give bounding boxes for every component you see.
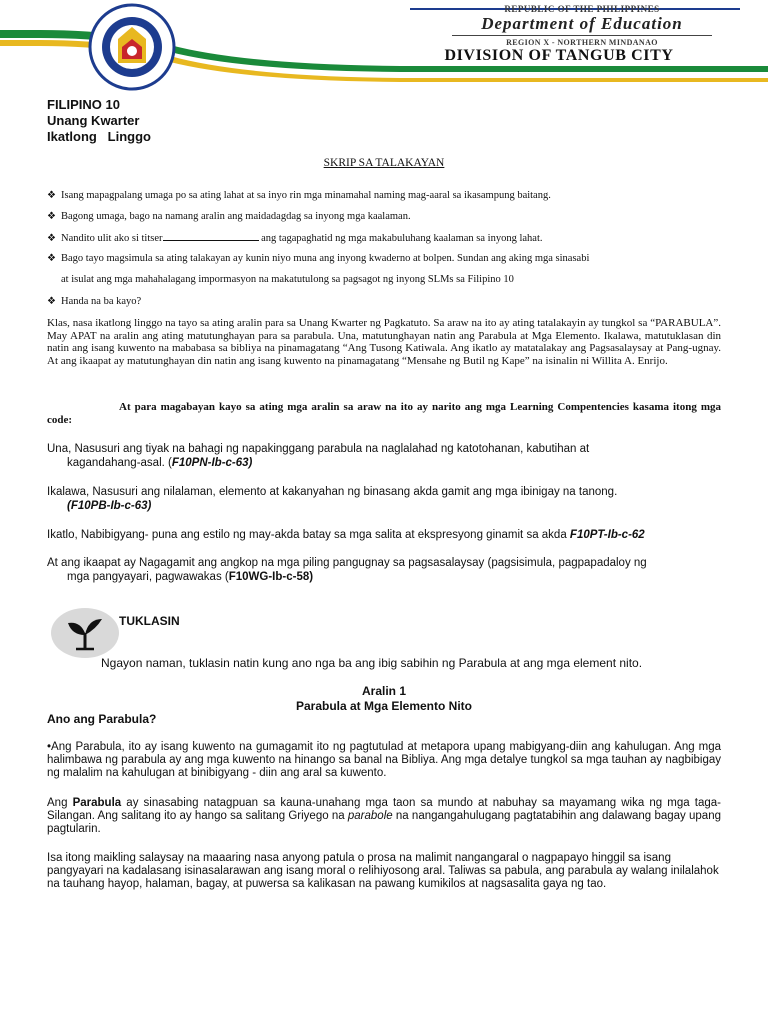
department-label: Department of Education <box>481 14 683 33</box>
competency-1: Una, Nasusuri ang tiyak na bahagi ng napakinggang parabula na naglalahad ng katotohanan, kabutihan at kagandahang-asal. (F10PN-Ib-c-63) <box>47 443 590 469</box>
diamond-bullet-icon: ❖ <box>47 296 56 307</box>
bullet-item: ❖ Nandito ulit ako si titser ang tagapaghatid ng mga makabuluhang kaalaman sa inyong lahat. <box>47 233 543 244</box>
competency-code: (F10PB-Ib-c-63) <box>67 500 152 512</box>
document-header <box>0 0 768 88</box>
lesson-title: Parabula at Mga Elemento Nito <box>295 699 473 713</box>
bullet-item: ❖ Handa na ba kayo? <box>47 296 142 307</box>
parabula-term: Parabula <box>72 797 122 809</box>
script-title: SKRIP SA TALAKAYAN <box>323 157 445 169</box>
sprout-icon <box>50 607 120 659</box>
parabole-term: parabole <box>347 810 393 822</box>
diamond-bullet-icon: ❖ <box>47 233 56 244</box>
region-label: REGION X - NORTHERN MINDANAO <box>506 38 658 47</box>
competency-code: F10PT-Ib-c-62 <box>569 529 645 541</box>
body-paragraph-1: •Ang Parabula, ito ay isang kuwento na gumagamit ito ng pagtutulad at metapora upang mabigyang-diin ang kahulugan. Ang mga halimbawa ng parabula ay ang mga kuwento na hinango sa banal na Bibliya. Ang mga detalye tungkol sa mga tauhan ay nagbibigay ng malalim na kahulugan at binibigyang - diin ang aral sa kuwento. <box>47 741 721 779</box>
competency-3: Ikatlo, Nabibigyang- puna ang estilo ng may-akda batay sa mga salita at ekspresyong ginamit sa akda F10PT-Ib-c-62 <box>47 529 645 541</box>
week-label: Ikatlong Linggo <box>47 129 151 144</box>
competency-code: F10PN-Ib-c-63) <box>171 457 253 469</box>
tuklasin-text: Ngayon naman, tuklasin natin kung ano nga ba ang ibig sabihin ng Parabula at ang mga element nito. <box>101 656 643 670</box>
bullet-item: ❖ Bagong umaga, bago na namang aralin ang maidadagdag sa inyong mga kaalaman. <box>47 211 411 222</box>
header-divider <box>452 35 712 36</box>
competencies-intro: At para magabayan kayo sa ating mga aralin sa araw na ito ay narito ang mga Learning Compentencies kasama itong mga code: <box>47 401 721 426</box>
tuklasin-label: TUKLASIN <box>119 614 180 628</box>
competency-code: F10WG-Ib-c-58) <box>228 571 314 583</box>
diamond-bullet-icon: ❖ <box>47 253 56 264</box>
body-paragraph-3: Isa itong maikling salaysay na maaaring nasa anyong patula o prosa na malimit nangangaral o nagpapayo hinggil sa isang pangyayari na kadalasang isinasalarawan ang isang moral o relihiyosong aral. Taliwas sa pabula, ang parabula ay walang inilalahok na tauhang hayop, halaman, bagay, at puwersa sa kalikasan na pawang kumikilos at nagsasalita gaya ng tao. <box>47 852 719 890</box>
bullet-item-continuation: at isulat ang mga mahahalagang impormasyon na makatutulong sa pagsagot ng inyong SLMs sa Filipino 10 <box>61 274 514 285</box>
subject-label: FILIPINO 10 <box>47 97 120 112</box>
competency-4: At ang ikaapat ay Nagagamit ang angkop na mga piling pangugnay sa pagsasalaysay (pagsisimula, pagpapadaloy ng mga pangyayari, pagwawakas (F10WG-Ib-c-58) <box>47 557 647 583</box>
intro-paragraph: Klas, nasa ikatlong linggo na tayo sa ating aralin para sa Unang Kwarter ng Pagkatuto. Sa araw na ito ay ating tatalakayin ay tungkol sa “PARABULA”. May APAT na aralin ang ating matutunghayan para sa parabula. Una, matutunghayan natin ang Parabula at Mga Elemento. Ikalawa, matutuklasan din natin ang isang kuwento na mababasa sa bibliya na pinamagatang “Ang Tusong Katiwala. Ang ikatlo ay matatalakay ang Pagsasalaysay at Pang-ugnay. At ang ikaapat ay matutunghayan din natin ang isang kuwento na pinamagatang “Mensahe ng Butil ng Kape” na isinalin ni Willita A. Enrijo. <box>47 317 721 368</box>
quarter-label: Unang Kwarter <box>47 113 140 128</box>
bullet-item: ❖ Isang mapagpalang umaga po sa ating lahat at sa inyo rin mga minamahal naming mag-aaral sa ikasampung baitang. <box>47 190 551 201</box>
body-paragraph-2: Ang Parabula ay sinasabing natagpuan sa kauna-unahang mga taon sa mundo at nabuhay sa mayamang wika ng mga taga-Silangan. Ang salitang ito ay hango sa salitang Griyego na parabole na nangangahulugang pagtatabihin ang dalawang bagay upang pagtularin. <box>47 797 721 835</box>
section-question: Ano ang Parabula? <box>47 712 157 726</box>
teacher-name-blank <box>163 231 259 241</box>
division-label: DIVISION OF TANGUB CITY <box>444 47 674 64</box>
deped-seal-icon <box>88 3 176 91</box>
lesson-number: Aralin 1 <box>361 684 406 698</box>
diamond-bullet-icon: ❖ <box>47 211 56 222</box>
diamond-bullet-icon: ❖ <box>47 190 56 201</box>
bullet-item: ❖ Bago tayo magsimula sa ating talakayan ay kunin niyo muna ang inyong kwaderno at bolpen. Sundan ang aking mga sinasabi <box>47 253 590 264</box>
republic-label: REPUBLIC OF THE PHILIPPINES <box>504 4 660 14</box>
competency-2: Ikalawa, Nasusuri ang nilalaman, elemento at kakanyahan ng binasang akda gamit ang mga ibinigay na tanong. (F10PB-Ib-c-63) <box>47 485 721 513</box>
